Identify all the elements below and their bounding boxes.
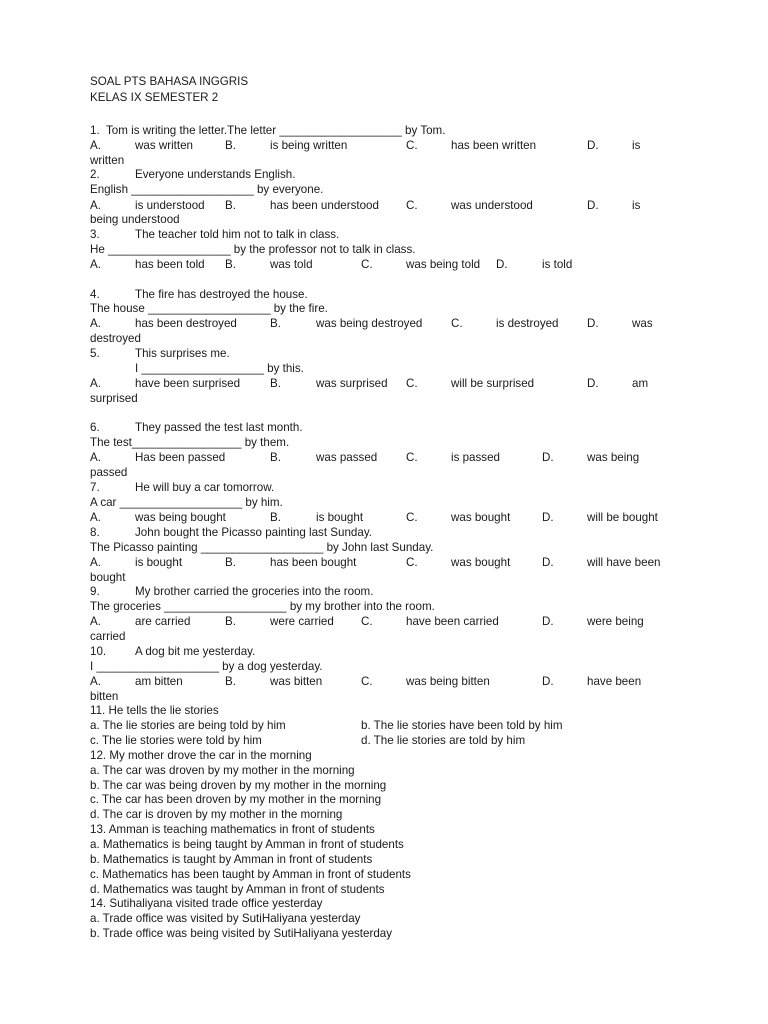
question-blank-sentence: English ___________________ by everyone. (90, 183, 324, 196)
option-letter: D. (587, 317, 599, 330)
option-letter: C. (361, 615, 373, 628)
option-letter: A. (90, 556, 101, 569)
option-text: am (632, 377, 649, 390)
option-text: was passed (316, 451, 378, 464)
option-letter: C. (361, 258, 373, 271)
option-a: a. Mathematics is being taught by Amman in front of students (90, 838, 404, 851)
question-prompt: The fire has destroyed the house. (135, 288, 308, 301)
option-text: is understood (135, 199, 205, 212)
option-text: are carried (135, 615, 191, 628)
option-text: is destroyed (496, 317, 559, 330)
option-letter: A. (90, 258, 101, 271)
option-continuation: carried (90, 630, 126, 643)
option-letter: D. (587, 139, 599, 152)
option-text: were being (587, 615, 644, 628)
question-prompt: A dog bit me yesterday. (135, 645, 256, 658)
option-letter: C. (406, 511, 418, 524)
option-text: was bought (451, 556, 511, 569)
option-text: Has been passed (135, 451, 226, 464)
question-prompt: 14. Sutihaliyana visited trade office yesterday (90, 897, 323, 910)
question-number: 7. (90, 481, 100, 494)
option-b: b. Mathematics is taught by Amman in front of students (90, 853, 373, 866)
document-title: SOAL PTS BAHASA INGGRIS (90, 75, 249, 88)
document-subtitle: KELAS IX SEMESTER 2 (90, 91, 219, 104)
question-blank-sentence: I ___________________ by this. (135, 362, 304, 375)
question-prompt: 11. He tells the lie stories (90, 704, 219, 717)
option-text: is (632, 199, 641, 212)
option-text: was being bought (135, 511, 226, 524)
option-text: has been told (135, 258, 205, 271)
option-letter: A. (90, 199, 101, 212)
question-blank-sentence: He ___________________ by the professor not to talk in class. (90, 243, 416, 256)
option-d: d. The lie stories are told by him (361, 734, 526, 747)
option-b: b. Trade office was being visited by SutiHaliyana yesterday (90, 927, 393, 940)
option-text: was bitten (270, 675, 323, 688)
option-text: was surprised (316, 377, 388, 390)
option-letter: D. (587, 377, 599, 390)
option-continuation: bought (90, 571, 126, 584)
option-letter: D. (496, 258, 508, 271)
option-text: is bought (135, 556, 183, 569)
question-number: 8. (90, 526, 100, 539)
option-letter: D. (542, 675, 554, 688)
option-a: a. Trade office was visited by SutiHaliyana yesterday (90, 912, 361, 925)
option-letter: D. (542, 556, 554, 569)
question-blank-sentence: The test_________________ by them. (90, 436, 290, 449)
option-letter: A. (90, 615, 101, 628)
option-d: d. The car is droven by my mother in the morning (90, 808, 343, 821)
question-number: 3. (90, 228, 100, 241)
option-text: has been destroyed (135, 317, 237, 330)
option-letter: A. (90, 451, 101, 464)
question-prompt: The teacher told him not to talk in class. (135, 228, 340, 241)
option-letter: D. (542, 451, 554, 464)
option-letter: C. (406, 556, 418, 569)
option-text: will be bought (587, 511, 658, 524)
option-b: b. The lie stories have been told by him (361, 719, 563, 732)
option-text: was being destroyed (316, 317, 423, 330)
option-letter: B. (225, 615, 236, 628)
option-letter: C. (361, 675, 373, 688)
option-text: has been bought (270, 556, 357, 569)
option-text: was being (587, 451, 640, 464)
option-text: was written (135, 139, 193, 152)
option-letter: C. (406, 451, 418, 464)
question-prompt: 13. Amman is teaching mathematics in front of students (90, 823, 375, 836)
option-c: c. Mathematics has been taught by Amman in front of students (90, 868, 411, 881)
option-text: am bitten (135, 675, 183, 688)
option-letter: B. (270, 317, 281, 330)
option-letter: B. (225, 556, 236, 569)
option-b: b. The car was being droven by my mother in the morning (90, 779, 387, 792)
question-prompt: This surprises me. (135, 347, 230, 360)
option-letter: B. (270, 451, 281, 464)
option-letter: C. (406, 139, 418, 152)
option-letter: B. (225, 199, 236, 212)
option-letter: A. (90, 139, 101, 152)
option-letter: A. (90, 675, 101, 688)
option-text: will be surprised (451, 377, 535, 390)
option-text: has been written (451, 139, 537, 152)
option-letter: A. (90, 511, 101, 524)
option-text: has been understood (270, 199, 379, 212)
option-letter: B. (270, 511, 281, 524)
question-number: 1. (90, 124, 100, 137)
option-letter: B. (225, 139, 236, 152)
option-text: was told (270, 258, 313, 271)
option-a: a. The car was droven by my mother in the morning (90, 764, 355, 777)
question-prompt: 12. My mother drove the car in the morning (90, 749, 312, 762)
question-number: 6. (90, 421, 100, 434)
question-blank-sentence: The Picasso painting ___________________ by John last Sunday. (90, 541, 434, 554)
option-a: a. The lie stories are being told by him (90, 719, 286, 732)
option-letter: B. (225, 258, 236, 271)
option-letter: D. (542, 615, 554, 628)
option-letter: A. (90, 377, 101, 390)
option-text: is bought (316, 511, 364, 524)
option-continuation: bitten (90, 690, 119, 703)
option-text: have been (587, 675, 642, 688)
question-blank-sentence: A car ___________________ by him. (90, 496, 283, 509)
question-prompt: He will buy a car tomorrow. (135, 481, 275, 494)
option-text: was understood (451, 199, 533, 212)
option-continuation: surprised (90, 392, 138, 405)
option-text: were carried (270, 615, 334, 628)
option-continuation: passed (90, 466, 128, 479)
question-blank-sentence: The house ___________________ by the fire. (90, 302, 328, 315)
option-letter: B. (270, 377, 281, 390)
question-blank-sentence: The groceries ___________________ by my brother into the room. (90, 600, 435, 613)
option-text: was being told (406, 258, 481, 271)
option-continuation: written (90, 154, 125, 167)
option-letter: D. (542, 511, 554, 524)
option-text: is (632, 139, 641, 152)
question-prompt: Everyone understands English. (135, 168, 296, 181)
option-text: have been carried (406, 615, 499, 628)
option-text: is being written (270, 139, 348, 152)
option-text: have been surprised (135, 377, 241, 390)
option-c: c. The car has been droven by my mother in the morning (90, 793, 382, 806)
option-letter: A. (90, 317, 101, 330)
option-text: is told (542, 258, 573, 271)
question-prompt: My brother carried the groceries into the room. (135, 585, 374, 598)
option-continuation: being understood (90, 213, 180, 226)
question-prompt: They passed the test last month. (135, 421, 303, 434)
question-number: 4. (90, 288, 100, 301)
question-number: 9. (90, 585, 100, 598)
question-number: 2. (90, 168, 100, 181)
option-continuation: destroyed (90, 332, 141, 345)
option-text: will have been (587, 556, 661, 569)
option-letter: C. (406, 199, 418, 212)
option-text: is passed (451, 451, 500, 464)
option-d: d. Mathematics was taught by Amman in front of students (90, 883, 385, 896)
option-letter: D. (587, 199, 599, 212)
option-text: was being bitten (406, 675, 490, 688)
option-text: was bought (451, 511, 511, 524)
question-prompt: John bought the Picasso painting last Sunday. (135, 526, 372, 539)
option-letter: C. (451, 317, 463, 330)
question-number: 10. (90, 645, 107, 658)
option-letter: C. (406, 377, 418, 390)
option-text: was (632, 317, 653, 330)
option-letter: B. (225, 675, 236, 688)
question-blank-sentence: I ___________________ by a dog yesterday. (90, 660, 323, 673)
question-prompt: Tom is writing the letter.The letter ___________________ by Tom. (106, 124, 446, 137)
option-c: c. The lie stories were told by him (90, 734, 262, 747)
question-number: 5. (90, 347, 100, 360)
